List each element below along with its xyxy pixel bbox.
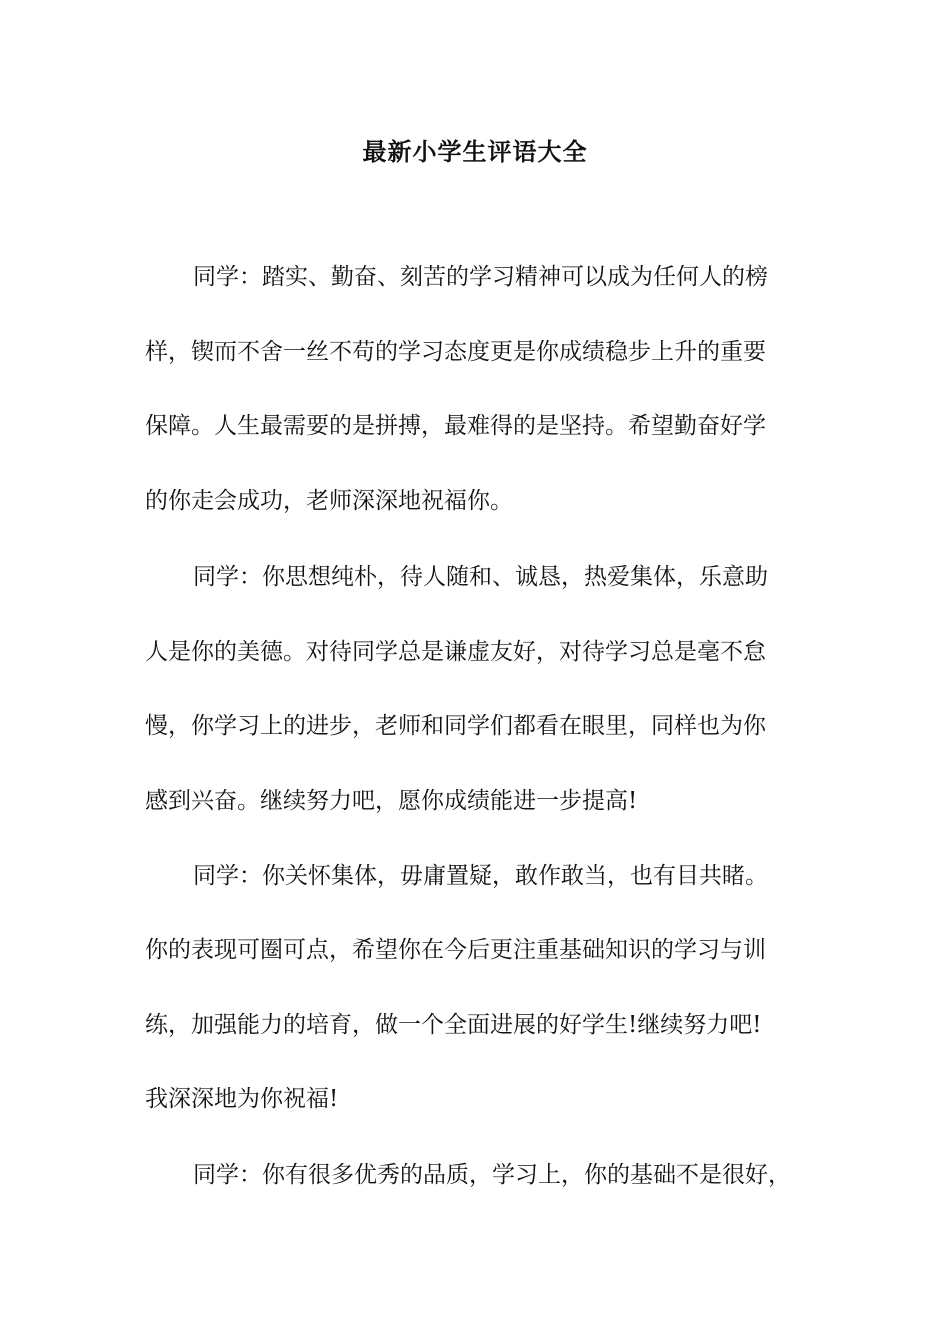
paragraph-1-line-4: 的你走会成功，老师深深地祝福你。 (145, 488, 513, 514)
paragraph-2-line-4: 感到兴奋。继续努力吧，愿你成绩能进一步提高! (145, 788, 638, 814)
paragraph-1-line-1: 同学：踏实、勤奋、刻苦的学习精神可以成为任何人的榜 (193, 264, 768, 290)
paragraph-2-line-1: 同学：你思想纯朴，待人随和、诚恳，热爱集体，乐意助 (193, 564, 768, 590)
paragraph-3-line-1: 同学：你关怀集体，毋庸置疑，敢作敢当，也有目共睹。 (193, 863, 768, 889)
paragraph-3-line-4: 我深深地为你祝福! (145, 1086, 339, 1112)
document-title: 最新小学生评语大全 (362, 137, 588, 166)
paragraph-4-line-1: 同学：你有很多优秀的品质，学习上，你的基础不是很好， (193, 1162, 791, 1188)
paragraph-1-line-2: 样，锲而不舍一丝不苟的学习态度更是你成绩稳步上升的重要 (145, 339, 766, 365)
paragraph-3-line-2: 你的表现可圈可点，希望你在今后更注重基础知识的学习与训 (145, 937, 766, 963)
paragraph-1-line-3: 保障。人生最需要的是拼搏，最难得的是坚持。希望勤奋好学 (145, 413, 766, 439)
paragraph-2-line-3: 慢，你学习上的进步，老师和同学们都看在眼里，同样也为你 (145, 713, 766, 739)
paragraph-3-line-3: 练，加强能力的培育，做一个全面进展的好学生!继续努力吧! (145, 1012, 762, 1038)
paragraph-2-line-2: 人是你的美德。对待同学总是谦虚友好，对待学习总是毫不怠 (145, 639, 766, 665)
